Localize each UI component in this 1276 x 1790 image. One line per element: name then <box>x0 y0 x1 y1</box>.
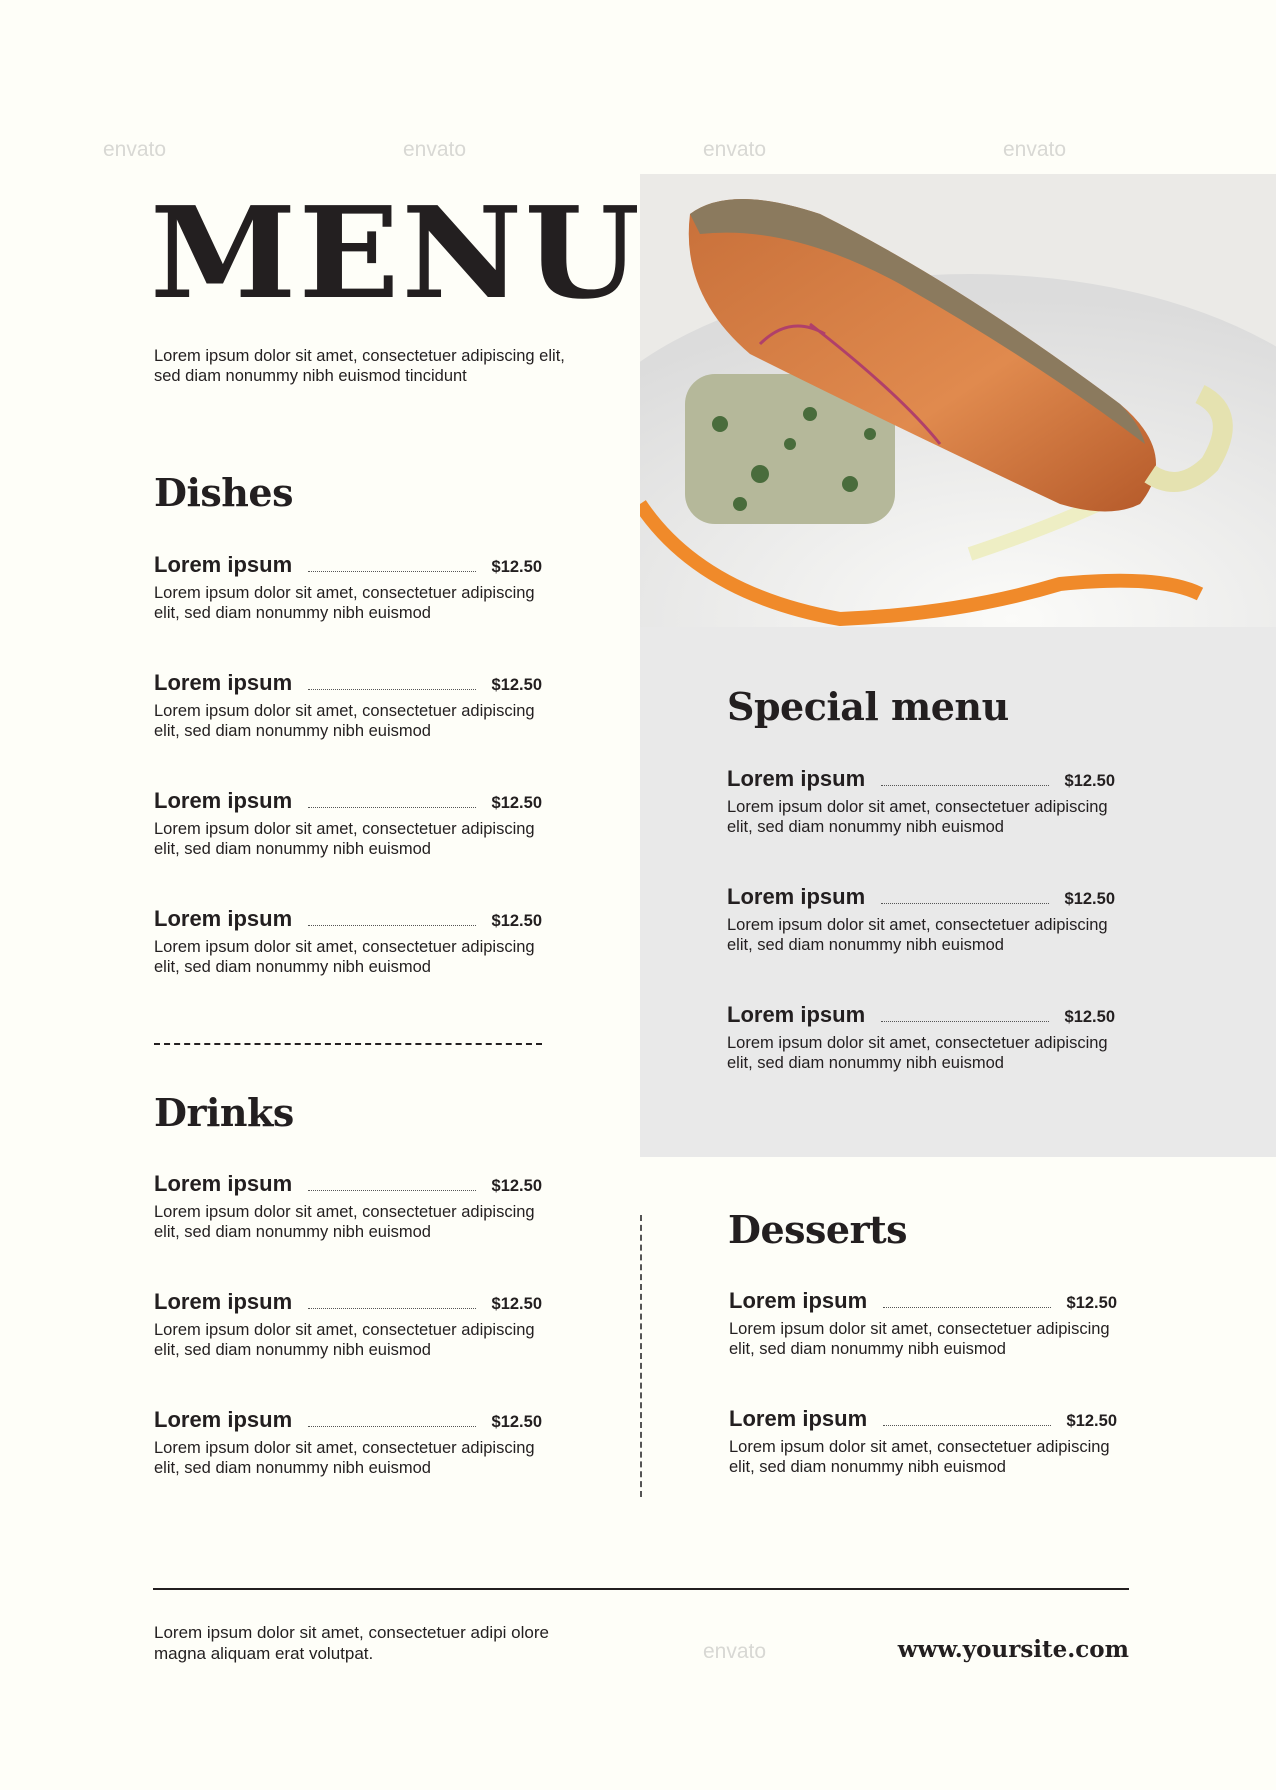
leader-dots <box>308 807 475 808</box>
item-name: Lorem ipsum <box>727 1002 866 1027</box>
item-price: $12.50 <box>491 676 542 694</box>
special-menu-item <box>727 764 1115 837</box>
desserts-menu-item <box>729 1404 1117 1477</box>
item-header <box>154 1169 542 1197</box>
item-name: Lorem ipsum <box>154 1171 293 1196</box>
leader-dots <box>308 1190 475 1191</box>
item-header <box>729 1286 1117 1314</box>
salmon-dish-photo <box>640 174 1276 627</box>
dishes-menu-item <box>154 550 542 623</box>
item-price: $12.50 <box>1066 1294 1117 1312</box>
desserts-heading: Desserts <box>728 1207 908 1252</box>
drinks-heading: Drinks <box>154 1090 294 1135</box>
special-menu-item <box>727 1000 1115 1073</box>
drinks-menu-item <box>154 1169 542 1242</box>
item-price: $12.50 <box>1064 1008 1115 1026</box>
item-name: Lorem ipsum <box>154 788 293 813</box>
item-description: Lorem ipsum dolor sit amet, consectetuer adipiscing elit, sed diam nonummy nibh euismod <box>729 1320 1110 1358</box>
item-price: $12.50 <box>491 1413 542 1431</box>
special-menu-heading: Special menu <box>727 684 1009 729</box>
item-header <box>727 882 1115 910</box>
item-header <box>729 1404 1117 1432</box>
item-description: Lorem ipsum dolor sit amet, consectetuer adipiscing elit, sed diam nonummy nibh euismod <box>154 584 535 622</box>
item-name: Lorem ipsum <box>154 670 293 695</box>
website-link[interactable]: www.yoursite.com <box>897 1636 1129 1663</box>
leader-dots <box>881 785 1048 786</box>
item-price: $12.50 <box>491 1177 542 1195</box>
leader-dots <box>308 925 475 926</box>
item-header <box>154 904 542 932</box>
leader-dots <box>308 689 475 690</box>
dishes-menu-item <box>154 904 542 977</box>
dishes-menu-item <box>154 786 542 859</box>
item-header <box>154 786 542 814</box>
item-description: Lorem ipsum dolor sit amet, consectetuer adipiscing elit, sed diam nonummy nibh euismod <box>727 916 1108 954</box>
item-description: Lorem ipsum dolor sit amet, consectetuer adipiscing elit, sed diam nonummy nibh euismod <box>727 1034 1108 1072</box>
item-name: Lorem ipsum <box>729 1288 868 1313</box>
watermark: envato <box>403 138 467 161</box>
leader-dots <box>883 1425 1050 1426</box>
item-price: $12.50 <box>1064 772 1115 790</box>
item-header <box>154 668 542 696</box>
leader-dots <box>308 1426 475 1427</box>
item-name: Lorem ipsum <box>154 1407 293 1432</box>
drinks-menu-item <box>154 1287 542 1360</box>
footer-rule <box>153 1588 1129 1590</box>
item-price: $12.50 <box>491 912 542 930</box>
item-description: Lorem ipsum dolor sit amet, consectetuer adipiscing elit, sed diam nonummy nibh euismod <box>729 1438 1110 1476</box>
item-name: Lorem ipsum <box>154 552 293 577</box>
special-menu-item <box>727 882 1115 955</box>
item-name: Lorem ipsum <box>729 1406 868 1431</box>
item-name: Lorem ipsum <box>154 906 293 931</box>
leader-dots <box>308 571 475 572</box>
menu-title: MENU <box>150 179 643 327</box>
dishes-heading: Dishes <box>154 470 293 515</box>
intro-text: Lorem ipsum dolor sit amet, consectetuer adipiscing elit, sed diam nonummy nibh euismod tincidunt <box>154 347 565 385</box>
column-divider <box>640 1215 642 1497</box>
leader-dots <box>308 1308 475 1309</box>
drinks-menu-item <box>154 1405 542 1478</box>
item-header <box>154 1287 542 1315</box>
leader-dots <box>881 903 1048 904</box>
watermark: envato <box>703 138 767 161</box>
watermark: envato <box>1003 138 1067 161</box>
leader-dots <box>881 1021 1048 1022</box>
item-description: Lorem ipsum dolor sit amet, consectetuer adipiscing elit, sed diam nonummy nibh euismod <box>154 702 535 740</box>
item-description: Lorem ipsum dolor sit amet, consectetuer adipiscing elit, sed diam nonummy nibh euismod <box>154 1439 535 1477</box>
item-price: $12.50 <box>491 794 542 812</box>
leader-dots <box>883 1307 1050 1308</box>
item-description: Lorem ipsum dolor sit amet, consectetuer adipiscing elit, sed diam nonummy nibh euismod <box>154 1321 535 1359</box>
dishes-menu-item <box>154 668 542 741</box>
item-price: $12.50 <box>1066 1412 1117 1430</box>
item-header <box>154 1405 542 1433</box>
item-description: Lorem ipsum dolor sit amet, consectetuer adipiscing elit, sed diam nonummy nibh euismod <box>154 938 535 976</box>
item-description: Lorem ipsum dolor sit amet, consectetuer adipiscing elit, sed diam nonummy nibh euismod <box>727 798 1108 836</box>
section-divider <box>154 1043 542 1045</box>
item-header <box>727 764 1115 792</box>
watermark: envato <box>103 138 167 161</box>
item-header <box>727 1000 1115 1028</box>
desserts-menu-item <box>729 1286 1117 1359</box>
item-name: Lorem ipsum <box>727 766 866 791</box>
item-description: Lorem ipsum dolor sit amet, consectetuer adipiscing elit, sed diam nonummy nibh euismod <box>154 820 535 858</box>
item-price: $12.50 <box>491 558 542 576</box>
footer-text: Lorem ipsum dolor sit amet, consectetuer adipi olore magna aliquam erat volutpat. <box>154 1623 549 1663</box>
item-header <box>154 550 542 578</box>
item-name: Lorem ipsum <box>727 884 866 909</box>
item-description: Lorem ipsum dolor sit amet, consectetuer adipiscing elit, sed diam nonummy nibh euismod <box>154 1203 535 1241</box>
item-price: $12.50 <box>491 1295 542 1313</box>
item-name: Lorem ipsum <box>154 1289 293 1314</box>
watermark: envato <box>703 1640 767 1663</box>
item-price: $12.50 <box>1064 890 1115 908</box>
